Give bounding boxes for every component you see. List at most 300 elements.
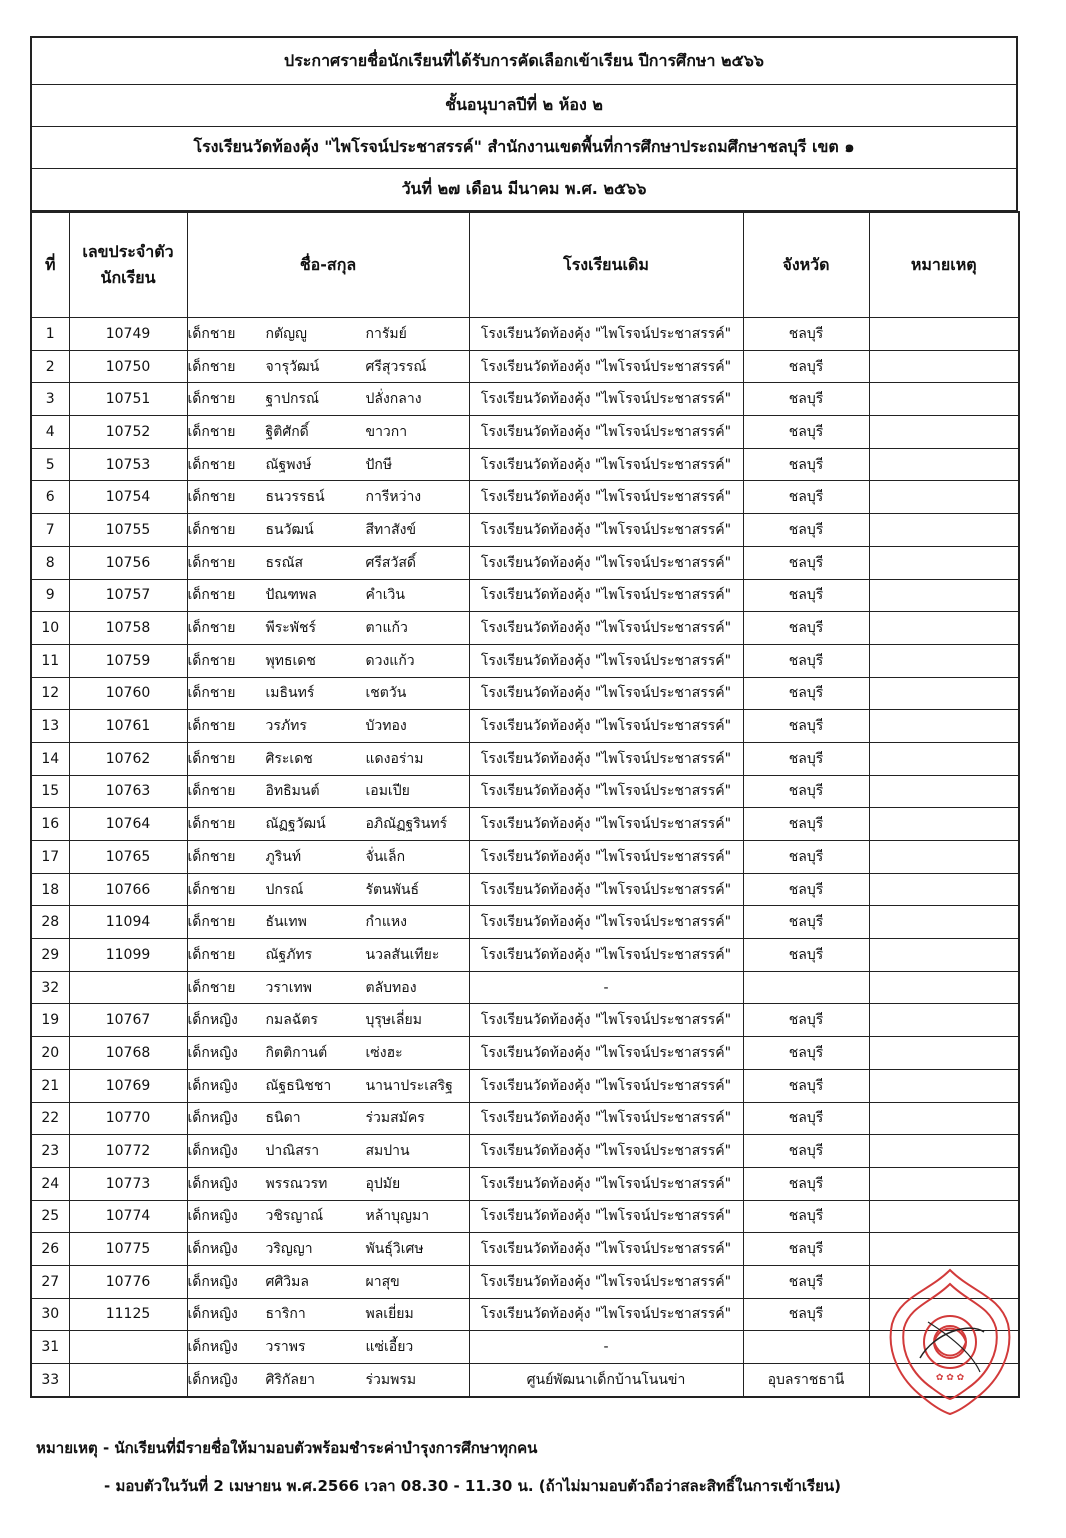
previous-school: โรงเรียนวัดท้องคุ้ง "ไพโรจน์ประชาสรรค์": [469, 416, 743, 449]
name-prefix: เด็กหญิง: [187, 1077, 238, 1094]
row-number: 8: [31, 546, 69, 579]
remark: [869, 481, 1019, 514]
row-number: 13: [31, 710, 69, 743]
name-prefix: เด็กชาย: [187, 325, 236, 342]
student-name-cell: [187, 1069, 469, 1102]
last-name: สมปาน: [365, 1143, 410, 1160]
name-prefix: เด็กชาย: [187, 881, 236, 898]
table-row: [31, 1167, 1019, 1200]
row-number: 19: [31, 1004, 69, 1037]
first-name: พุทธเดช: [265, 652, 316, 669]
last-name: ร่วมพรม: [365, 1371, 417, 1388]
province: อุบลราชธานี: [743, 1364, 869, 1397]
first-name: ณัฐภัทร: [265, 946, 313, 963]
first-name: วราพร: [265, 1339, 306, 1356]
first-name: วรภัทร: [265, 718, 307, 735]
remark: [869, 448, 1019, 481]
student-name-cell: [187, 350, 469, 383]
student-id: 10759: [69, 644, 187, 677]
remark: [869, 546, 1019, 579]
previous-school: โรงเรียนวัดท้องคุ้ง "ไพโรจน์ประชาสรรค์": [469, 1069, 743, 1102]
table-row: [31, 416, 1019, 449]
remark: [869, 416, 1019, 449]
table-row: [31, 481, 1019, 514]
student-id: [69, 1331, 187, 1364]
table-row: [31, 939, 1019, 972]
remark: [869, 318, 1019, 351]
first-name: ศิระเดช: [265, 750, 313, 767]
student-name-cell: [187, 677, 469, 710]
table-row: [31, 1233, 1019, 1266]
row-number: 24: [31, 1167, 69, 1200]
student-id: 10754: [69, 481, 187, 514]
province: ชลบุรี: [743, 906, 869, 939]
last-name: พันธุ์วิเศษ: [365, 1241, 424, 1258]
row-number: 14: [31, 742, 69, 775]
name-prefix: เด็กชาย: [187, 979, 236, 996]
row-number: 12: [31, 677, 69, 710]
remark: [869, 1167, 1019, 1200]
province: ชลบุรี: [743, 1069, 869, 1102]
notes-line-1: หมายเหตุ - นักเรียนที่มีรายชื่อให้มามอบตัวพร้อมชำระค่าบำรุงการศึกษาทุกคน: [36, 1439, 538, 1457]
student-id: 10750: [69, 350, 187, 383]
previous-school: โรงเรียนวัดท้องคุ้ง "ไพโรจน์ประชาสรรค์": [469, 644, 743, 677]
name-prefix: เด็กหญิง: [187, 1110, 238, 1127]
student-name-cell: [187, 775, 469, 808]
student-id: 10768: [69, 1037, 187, 1070]
student-name-cell: [187, 448, 469, 481]
first-name: พีระพัชร์: [265, 620, 317, 637]
province: ชลบุรี: [743, 1135, 869, 1168]
student-name-cell: [187, 1298, 469, 1331]
previous-school: โรงเรียนวัดท้องคุ้ง "ไพโรจน์ประชาสรรค์": [469, 1233, 743, 1266]
province: ชลบุรี: [743, 1233, 869, 1266]
first-name: วชิรญาณ์: [265, 1208, 324, 1225]
student-id: 10760: [69, 677, 187, 710]
student-id: 11099: [69, 939, 187, 972]
table-header-row: [31, 212, 1019, 318]
row-number: 2: [31, 350, 69, 383]
student-id: 10767: [69, 1004, 187, 1037]
first-name: จารุวัฒน์: [265, 358, 320, 375]
province: ชลบุรี: [743, 318, 869, 351]
first-name: วราเทพ: [265, 979, 312, 996]
student-name-cell: [187, 318, 469, 351]
student-id: 10755: [69, 514, 187, 547]
student-name-cell: [187, 873, 469, 906]
table-row: [31, 775, 1019, 808]
table-row: [31, 906, 1019, 939]
last-name: กำแหง: [365, 914, 407, 931]
previous-school: โรงเรียนวัดท้องคุ้ง "ไพโรจน์ประชาสรรค์": [469, 1135, 743, 1168]
previous-school: โรงเรียนวัดท้องคุ้ง "ไพโรจน์ประชาสรรค์": [469, 1298, 743, 1331]
previous-school: โรงเรียนวัดท้องคุ้ง "ไพโรจน์ประชาสรรค์": [469, 612, 743, 645]
province: ชลบุรี: [743, 1004, 869, 1037]
previous-school: โรงเรียนวัดท้องคุ้ง "ไพโรจน์ประชาสรรค์": [469, 677, 743, 710]
student-name-cell: [187, 383, 469, 416]
col-header-prev-school: โรงเรียนเดิม: [469, 212, 743, 318]
province: ชลบุรี: [743, 1037, 869, 1070]
last-name: เอมเปีย: [365, 783, 410, 800]
first-name: กิตติกานต์: [265, 1044, 328, 1061]
remark: [869, 775, 1019, 808]
last-name: หล้าบุญมา: [365, 1208, 430, 1225]
student-name-cell: [187, 1102, 469, 1135]
last-name: รัตนพันธ์: [365, 881, 420, 898]
student-id: 10774: [69, 1200, 187, 1233]
student-id: 10757: [69, 579, 187, 612]
student-id: 10772: [69, 1135, 187, 1168]
remark: [869, 939, 1019, 972]
last-name: จั่นเล็ก: [365, 848, 406, 865]
previous-school: โรงเรียนวัดท้องคุ้ง "ไพโรจน์ประชาสรรค์": [469, 579, 743, 612]
col-header-remark: หมายเหตุ: [869, 212, 1019, 318]
first-name: พรรณวรท: [265, 1175, 328, 1192]
name-prefix: เด็กชาย: [187, 718, 236, 735]
previous-school: โรงเรียนวัดท้องคุ้ง "ไพโรจน์ประชาสรรค์": [469, 383, 743, 416]
school-title: โรงเรียนวัดท้องคุ้ง "ไพโรจน์ประชาสรรค์" สำนักงานเขตพื้นที่การศึกษาประถมศึกษาชลบุรี เขต ๑: [32, 127, 1016, 169]
province: ชลบุรี: [743, 612, 869, 645]
remark: [869, 1004, 1019, 1037]
student-id: [69, 971, 187, 1004]
student-id: 10769: [69, 1069, 187, 1102]
name-prefix: เด็กหญิง: [187, 1306, 238, 1323]
previous-school: โรงเรียนวัดท้องคุ้ง "ไพโรจน์ประชาสรรค์": [469, 710, 743, 743]
name-prefix: เด็กชาย: [187, 391, 236, 408]
student-id: 11094: [69, 906, 187, 939]
row-number: 18: [31, 873, 69, 906]
remark: [869, 1069, 1019, 1102]
table-row: [31, 1200, 1019, 1233]
student-id: 10770: [69, 1102, 187, 1135]
student-id: 10765: [69, 841, 187, 874]
svg-text:✿ ✿ ✿: ✿ ✿ ✿: [935, 1373, 965, 1383]
province: ชลบุรี: [743, 1167, 869, 1200]
student-id: 10756: [69, 546, 187, 579]
name-prefix: เด็กชาย: [187, 489, 236, 506]
row-number: 26: [31, 1233, 69, 1266]
previous-school: โรงเรียนวัดท้องคุ้ง "ไพโรจน์ประชาสรรค์": [469, 1037, 743, 1070]
student-name-cell: [187, 841, 469, 874]
province: ชลบุรี: [743, 514, 869, 547]
remark: [869, 841, 1019, 874]
table-row: [31, 1004, 1019, 1037]
name-prefix: เด็กหญิง: [187, 1044, 238, 1061]
row-number: 6: [31, 481, 69, 514]
student-id: 10764: [69, 808, 187, 841]
table-row: [31, 677, 1019, 710]
table-row: [31, 841, 1019, 874]
last-name: การัมย์: [365, 325, 407, 342]
name-prefix: เด็กชาย: [187, 783, 236, 800]
remark: [869, 742, 1019, 775]
province: ชลบุรี: [743, 448, 869, 481]
remark: [869, 873, 1019, 906]
name-prefix: เด็กชาย: [187, 554, 236, 571]
previous-school: โรงเรียนวัดท้องคุ้ง "ไพโรจน์ประชาสรรค์": [469, 808, 743, 841]
student-name-cell: [187, 1200, 469, 1233]
name-prefix: เด็กชาย: [187, 816, 236, 833]
last-name: ตาแก้ว: [365, 620, 408, 637]
name-prefix: เด็กชาย: [187, 587, 236, 604]
announcement-document: [30, 36, 1018, 1398]
student-name-cell: [187, 644, 469, 677]
first-name: ธาริกา: [265, 1306, 306, 1323]
student-name-cell: [187, 514, 469, 547]
col-header-name: ชื่อ-สกุล: [187, 212, 469, 318]
last-name: ร่วมสมัคร: [365, 1110, 425, 1127]
province: ชลบุรี: [743, 775, 869, 808]
name-prefix: เด็กชาย: [187, 521, 236, 538]
student-name-cell: [187, 939, 469, 972]
name-prefix: เด็กชาย: [187, 914, 236, 931]
first-name: ภูรินท์: [265, 848, 302, 865]
table-row: [31, 579, 1019, 612]
name-prefix: เด็กชาย: [187, 423, 236, 440]
col-header-student-id-line2: นักเรียน: [100, 268, 156, 287]
previous-school: โรงเรียนวัดท้องคุ้ง "ไพโรจน์ประชาสรรค์": [469, 546, 743, 579]
student-id: 10773: [69, 1167, 187, 1200]
remark: [869, 1200, 1019, 1233]
table-row: [31, 808, 1019, 841]
student-id: 10776: [69, 1265, 187, 1298]
table-row: [31, 644, 1019, 677]
last-name: บัวทอง: [365, 718, 407, 735]
remark: [869, 677, 1019, 710]
student-id: 10761: [69, 710, 187, 743]
name-prefix: เด็กชาย: [187, 456, 236, 473]
last-name: การีหว่าง: [365, 489, 422, 506]
row-number: 9: [31, 579, 69, 612]
student-name-cell: [187, 416, 469, 449]
row-number: 3: [31, 383, 69, 416]
province: ชลบุรี: [743, 416, 869, 449]
remark: [869, 906, 1019, 939]
student-name-cell: [187, 1364, 469, 1397]
student-id: 11125: [69, 1298, 187, 1331]
row-number: 23: [31, 1135, 69, 1168]
row-number: 7: [31, 514, 69, 547]
table-row: [31, 514, 1019, 547]
remark: [869, 710, 1019, 743]
col-header-no: ที่: [31, 212, 69, 318]
row-number: 22: [31, 1102, 69, 1135]
notes-line-2: - มอบตัวในวันที่ 2 เมษายน พ.ศ.2566 เวลา 08.30 - 11.30 น. (ถ้าไม่มามอบตัวถือว่าสละสิทธิ์ในการเข้าเรียน): [104, 1477, 842, 1495]
province: [743, 971, 869, 1004]
table-row: [31, 1364, 1019, 1397]
previous-school: โรงเรียนวัดท้องคุ้ง "ไพโรจน์ประชาสรรค์": [469, 448, 743, 481]
first-name: ศิริกัลยา: [265, 1371, 316, 1388]
student-name-cell: [187, 742, 469, 775]
student-name-cell: [187, 546, 469, 579]
student-name-cell: [187, 1265, 469, 1298]
previous-school: โรงเรียนวัดท้องคุ้ง "ไพโรจน์ประชาสรรค์": [469, 1004, 743, 1037]
student-name-cell: [187, 1135, 469, 1168]
student-name-cell: [187, 710, 469, 743]
province: ชลบุรี: [743, 644, 869, 677]
province: ชลบุรี: [743, 579, 869, 612]
last-name: นวลสันเทียะ: [365, 946, 440, 963]
previous-school: โรงเรียนวัดท้องคุ้ง "ไพโรจน์ประชาสรรค์": [469, 873, 743, 906]
first-name: ธนวรรธน์: [265, 489, 325, 506]
province: ชลบุรี: [743, 841, 869, 874]
last-name: อภิณัฏฐรินทร์: [365, 816, 448, 833]
province: [743, 1331, 869, 1364]
row-number: 27: [31, 1265, 69, 1298]
last-name: ศรีสุวรรณ์: [365, 358, 427, 375]
first-name: ณัฐพงษ์: [265, 456, 312, 473]
first-name: ศศิวิมล: [265, 1273, 309, 1290]
col-header-student-id: [69, 212, 187, 318]
province: ชลบุรี: [743, 873, 869, 906]
row-number: 31: [31, 1331, 69, 1364]
row-number: 17: [31, 841, 69, 874]
table-row: [31, 710, 1019, 743]
row-number: 10: [31, 612, 69, 645]
student-name-cell: [187, 481, 469, 514]
student-id: 10763: [69, 775, 187, 808]
row-number: 1: [31, 318, 69, 351]
student-name-cell: [187, 1167, 469, 1200]
name-prefix: เด็กชาย: [187, 750, 236, 767]
student-table: [30, 211, 1020, 1398]
first-name: ธันเทพ: [265, 914, 307, 931]
province: ชลบุรี: [743, 1200, 869, 1233]
province: ชลบุรี: [743, 546, 869, 579]
last-name: คำเวิน: [365, 587, 405, 604]
name-prefix: เด็กหญิง: [187, 1208, 238, 1225]
name-prefix: เด็กชาย: [187, 620, 236, 637]
student-name-cell: [187, 579, 469, 612]
table-row: [31, 971, 1019, 1004]
province: ชลบุรี: [743, 481, 869, 514]
table-row: [31, 1037, 1019, 1070]
remark: [869, 808, 1019, 841]
province: ชลบุรี: [743, 350, 869, 383]
class-title: ชั้นอนุบาลปีที่ ๒ ห้อง ๒: [32, 85, 1016, 127]
province: ชลบุรี: [743, 1298, 869, 1331]
last-name: ดวงแก้ว: [365, 652, 415, 669]
name-prefix: เด็กหญิง: [187, 1175, 238, 1192]
remark: [869, 350, 1019, 383]
first-name: ธรณัส: [265, 554, 304, 571]
student-rows: [31, 318, 1019, 1397]
previous-school: โรงเรียนวัดท้องคุ้ง "ไพโรจน์ประชาสรรค์": [469, 1102, 743, 1135]
remark: [869, 1135, 1019, 1168]
row-number: 33: [31, 1364, 69, 1397]
last-name: ศรีสวัสดิ์: [365, 554, 416, 571]
table-row: [31, 1265, 1019, 1298]
last-name: บุรุษเลี่ยม: [365, 1012, 422, 1029]
previous-school: โรงเรียนวัดท้องคุ้ง "ไพโรจน์ประชาสรรค์": [469, 939, 743, 972]
last-name: ขาวกา: [365, 423, 408, 440]
student-name-cell: [187, 1004, 469, 1037]
table-row: [31, 318, 1019, 351]
student-name-cell: [187, 808, 469, 841]
last-name: อุปมัย: [365, 1175, 401, 1192]
remark: [869, 1037, 1019, 1070]
student-name-cell: [187, 612, 469, 645]
previous-school: โรงเรียนวัดท้องคุ้ง "ไพโรจน์ประชาสรรค์": [469, 1265, 743, 1298]
previous-school: โรงเรียนวัดท้องคุ้ง "ไพโรจน์ประชาสรรค์": [469, 481, 743, 514]
province: ชลบุรี: [743, 742, 869, 775]
province: ชลบุรี: [743, 1102, 869, 1135]
first-name: ปกรณ์: [265, 881, 304, 898]
first-name: ปัณฑพล: [265, 587, 317, 604]
remark: [869, 514, 1019, 547]
announcement-title: ประกาศรายชื่อนักเรียนที่ได้รับการคัดเลือกเข้าเรียน ปีการศึกษา ๒๕๖๖: [32, 38, 1016, 85]
row-number: 16: [31, 808, 69, 841]
table-row: [31, 448, 1019, 481]
previous-school: โรงเรียนวัดท้องคุ้ง "ไพโรจน์ประชาสรรค์": [469, 906, 743, 939]
table-row: [31, 1331, 1019, 1364]
table-row: [31, 350, 1019, 383]
previous-school: โรงเรียนวัดท้องคุ้ง "ไพโรจน์ประชาสรรค์": [469, 350, 743, 383]
previous-school: -: [469, 1331, 743, 1364]
first-name: กตัญญู: [265, 325, 307, 342]
province: ชลบุรี: [743, 939, 869, 972]
last-name: ตลับทอง: [365, 979, 417, 996]
previous-school: โรงเรียนวัดท้องคุ้ง "ไพโรจน์ประชาสรรค์": [469, 742, 743, 775]
last-name: ผาสุข: [365, 1273, 400, 1290]
row-number: 21: [31, 1069, 69, 1102]
name-prefix: เด็กหญิง: [187, 1241, 238, 1258]
student-name-cell: [187, 1331, 469, 1364]
last-name: สีทาสังข์: [365, 521, 417, 538]
first-name: วริญญา: [265, 1241, 313, 1258]
province: ชลบุรี: [743, 383, 869, 416]
table-row: [31, 1298, 1019, 1331]
student-id: 10753: [69, 448, 187, 481]
first-name: ธนวัฒน์: [265, 521, 314, 538]
student-id: 10762: [69, 742, 187, 775]
last-name: แดงอร่าม: [365, 750, 424, 767]
remark: [869, 971, 1019, 1004]
student-id: 10751: [69, 383, 187, 416]
name-prefix: เด็กหญิง: [187, 1339, 238, 1356]
table-row: [31, 1069, 1019, 1102]
student-id: 10766: [69, 873, 187, 906]
first-name: ณัฏฐวัฒน์: [265, 816, 326, 833]
remark: [869, 644, 1019, 677]
col-header-province: จังหวัด: [743, 212, 869, 318]
table-row: [31, 873, 1019, 906]
row-number: 32: [31, 971, 69, 1004]
name-prefix: เด็กหญิง: [187, 1273, 238, 1290]
last-name: แซ่เอี้ยว: [365, 1339, 414, 1356]
row-number: 15: [31, 775, 69, 808]
previous-school: โรงเรียนวัดท้องคุ้ง "ไพโรจน์ประชาสรรค์": [469, 1167, 743, 1200]
remark: [869, 1102, 1019, 1135]
student-id: [69, 1364, 187, 1397]
table-row: [31, 546, 1019, 579]
student-name-cell: [187, 1233, 469, 1266]
name-prefix: เด็กชาย: [187, 358, 236, 375]
first-name: เมธินทร์: [265, 685, 315, 702]
name-prefix: เด็กชาย: [187, 848, 236, 865]
first-name: ธนิดา: [265, 1110, 301, 1127]
previous-school: -: [469, 971, 743, 1004]
first-name: ฐิติศักดิ์: [265, 423, 309, 440]
remark: [869, 383, 1019, 416]
row-number: 4: [31, 416, 69, 449]
row-number: 11: [31, 644, 69, 677]
student-id: 10758: [69, 612, 187, 645]
province: ชลบุรี: [743, 1265, 869, 1298]
table-row: [31, 742, 1019, 775]
first-name: กมลฉัตร: [265, 1012, 318, 1029]
name-prefix: เด็กหญิง: [187, 1371, 238, 1388]
